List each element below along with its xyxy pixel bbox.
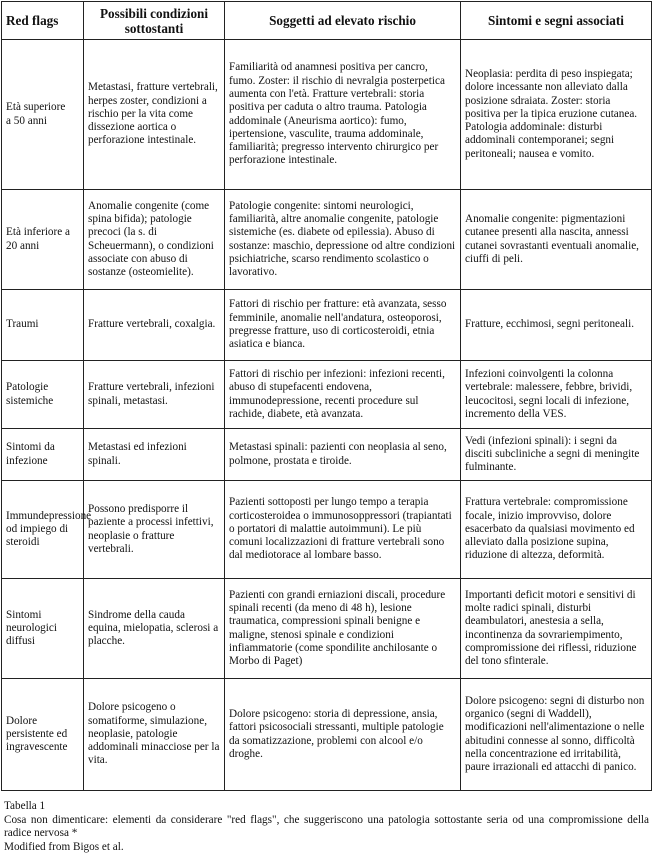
row-flag: Immundepressione od impiego di steroidi: [2, 481, 84, 579]
row-risk: Fattori di rischio per fratture: età avanzata, sesso femminile, anomalie nell'andatura, osteoporosi, pregresse fratture, uso di corticosteroidi, etnia asiatica e bianca.: [225, 290, 461, 361]
header-symptoms: Sintomi e segni associati: [461, 2, 652, 40]
row-conditions: Possono predisporre il paziente a processi infettivi, neoplasie o fratture vertebrali.: [84, 481, 225, 579]
row-risk: Pazienti sottoposti per lungo tempo a terapia corticosteroidea o immunosoppressori (trapiantati o portatori di malattie autoimmuni). Le più comuni localizzazioni di fratture vertebrali sono dal mediotorace al lombare basso.: [225, 481, 461, 579]
row-symptoms: Anomalie congenite: pigmentazioni cutanee presenti alla nascita, annessi cutanei sovrastanti eventuali anomalie, ciuffi di peli.: [461, 190, 652, 290]
row-conditions: Sindrome della cauda equina, mielopatia, sclerosi a placche.: [84, 579, 225, 679]
row-risk: Patologie congenite: sintomi neurologici, familiarità, altre anomalie congenite, patologie sistemiche (es. diabete od epilessia). Abuso di sostanze: maschio, depressione od altre condizioni psichiatriche, scarso rendimento scolastico o lavorativo.: [225, 190, 461, 290]
table-row: [2, 290, 652, 361]
row-conditions: Dolore psicogeno o somatiforme, simulazione, neoplasie, patologie addominali minacciose per la vita.: [84, 679, 225, 791]
row-symptoms: Vedi (infezioni spinali): i segni da disciti subcliniche a segni di meningite fulminante.: [461, 429, 652, 481]
row-flag: Sintomi neurologici diffusi: [2, 579, 84, 679]
table-row: [2, 579, 652, 679]
row-conditions: Fratture vertebrali, infezioni spinali, metastasi.: [84, 361, 225, 429]
caption-source: Modified from Bigos et al.: [4, 840, 124, 853]
row-risk: Pazienti con grandi erniazioni discali, procedure spinali recenti (da meno di 48 h), lesione traumatica, compressioni spinali benigne e maligne, stenosi spinale e condizioni infiammatorie (come spondilite anchilosante o Morbo di Paget): [225, 579, 461, 679]
row-symptoms: Importanti deficit motori e sensitivi di molte radici spinali, disturbi deambulatori, anestesia a sella, incontinenza da sovrariempimento, compromissione dei riflessi, riduzione del tono sfinterale.: [461, 579, 652, 679]
row-symptoms: Infezioni coinvolgenti la colonna vertebrale: malessere, febbre, brividi, leucocitosi, segni locali di infezione, incremento della VES.: [461, 361, 652, 429]
table-row: [2, 429, 652, 481]
row-symptoms: Fratture, ecchimosi, segni peritoneali.: [461, 290, 652, 361]
caption-label: Tabella 1: [4, 800, 46, 812]
row-flag: Traumi: [2, 290, 84, 361]
header-risk-subjects: Soggetti ad elevato rischio: [225, 2, 461, 40]
row-flag: Dolore persistente ed ingravescente: [2, 679, 84, 791]
row-conditions: Fratture vertebrali, coxalgia.: [84, 290, 225, 361]
row-symptoms: Dolore psicogeno: segni di disturbo non organico (segni di Waddell), modificazioni nell'alimentazione o nelle abitudini connesse al sonno, difficoltà nella concentrazione ed irritabilità, paure irrazionali ed attacchi di panico.: [461, 679, 652, 791]
row-conditions: Metastasi, fratture vertebrali, herpes zoster, condizioni a rischio per la vita come dissezione aortica o perforazione intestinale.: [84, 40, 225, 190]
table-caption: [4, 800, 649, 854]
header-conditions: Possibili condizioni sottostanti: [84, 2, 225, 40]
row-flag: Patologie sistemiche: [2, 361, 84, 429]
table-row: [2, 481, 652, 579]
caption-text: Cosa non dimenticare: elementi da considerare "red flags", che suggeriscono una patologia sottostante seria od una compromissione della radice nervosa *: [4, 813, 649, 839]
row-flag: Età inferiore a 20 anni: [2, 190, 84, 290]
header-red-flags: Red flags: [2, 2, 84, 40]
table-row: [2, 679, 652, 791]
table-row: [2, 190, 652, 290]
row-flag: Sintomi da infezione: [2, 429, 84, 481]
row-conditions: Metastasi ed infezioni spinali.: [84, 429, 225, 481]
table-header-row: [2, 2, 652, 40]
red-flags-table: [1, 1, 652, 791]
row-flag: Età superiore a 50 anni: [2, 40, 84, 190]
row-risk: Fattori di rischio per infezioni: infezioni recenti, abuso di stupefacenti endovena, immunodepressione, recenti procedure sul rachide, diabete, età avanzata.: [225, 361, 461, 429]
row-risk: Metastasi spinali: pazienti con neoplasia al seno, polmone, prostata e tiroide.: [225, 429, 461, 481]
row-symptoms: Neoplasia: perdita di peso inspiegata; dolore incessante non alleviato dalla posizione sdraiata. Zoster: storia positiva per la tipica eruzione cutanea. Patologia addominale: disturbi addominali contemporanei; segni peritoneali; nausea e vomito.: [461, 40, 652, 190]
table-row: [2, 40, 652, 190]
row-conditions: Anomalie congenite (come spina bifida); patologie precoci (la s. di Scheuermann), o condizioni associate con abuso di sostanze (osteomielite).: [84, 190, 225, 290]
table-row: [2, 361, 652, 429]
row-risk: Dolore psicogeno: storia di depressione, ansia, fattori psicosociali stressanti, multiple patologie da somatizzazione, problemi con alcool e/o droghe.: [225, 679, 461, 791]
row-symptoms: Frattura vertebrale: compromissione focale, inizio improvviso, dolore esacerbato da qualsiasi movimento ed alleviato dalla posizione supina, riduzione di altezza, deformità.: [461, 481, 652, 579]
row-risk: Familiarità od anamnesi positiva per cancro, fumo. Zoster: il rischio di nevralgia posterpetica aumenta con l'età. Fratture vertebrali: storia positiva per caduta o altro trauma. Patologia addominale (Aneurisma aortico): fumo, ipertensione, vasculite, trauma addominale, familiarità; pregresso intervento chirurgico per perforazione intestinale.: [225, 40, 461, 190]
